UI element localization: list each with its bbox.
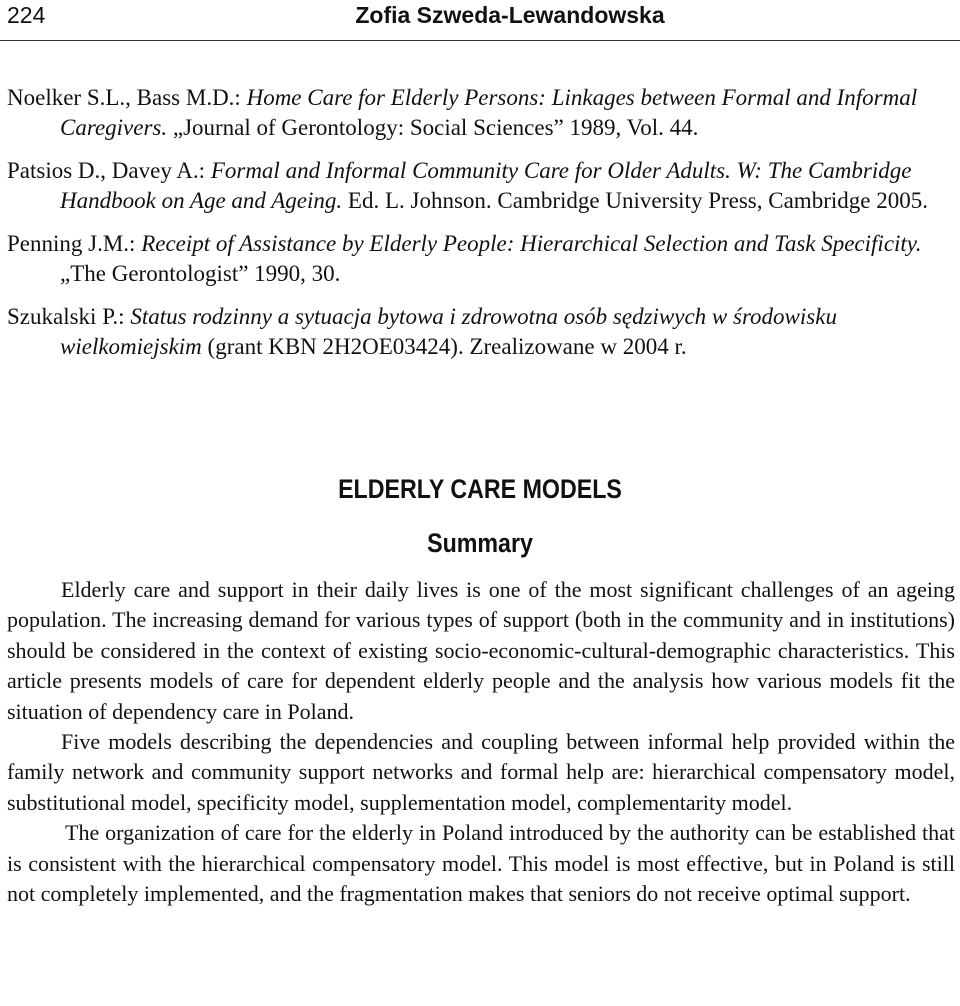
reference-authors: Penning J.M.: — [7, 231, 136, 256]
reference-source: (grant KBN 2H2OE03424). Zrealizowane w 2004 r. — [207, 334, 687, 359]
reference-authors: Patsios D., Davey A.: — [7, 158, 206, 183]
reference-source: „The Gerontologist” 1990, 30. — [60, 261, 341, 286]
reference-source: Ed. L. Johnson. Cambridge University Press, Cambridge 2005. — [347, 188, 928, 213]
summary-paragraph: Elderly care and support in their daily lives is one of the most significant challenges of an ageing population. The increasing demand for various types of support (both in the community and in institutions) should be considered in the context of existing socio-economic-cultural-demographic characteristics. This article presents models of care for dependent elderly people and the analysis how various models fit the situation of dependency care in Poland. — [7, 577, 955, 724]
reference-authors: Noelker S.L., Bass M.D.: — [7, 85, 241, 110]
page-number: 224 — [7, 2, 46, 28]
reference-title: Formal and Informal Community Care for Older Adults. W: The Cambridge Handbook on Age and Ageing. — [60, 158, 912, 213]
reference-title: Home Care for Elderly Persons: Linkages between Formal and Informal Caregivers. — [60, 85, 918, 140]
summary-paragraph: The organization of care for the elderly in Poland introduced by the authority can be established that is consistent with the hierarchical compensatory model. This model is most effective, but in Poland is still not completely implemented, and the fragmentation makes that seniors do not receive optimal support. — [7, 820, 955, 907]
summary-title: ELDERLY CARE MODELS — [338, 474, 622, 504]
summary-subtitle: Summary — [427, 528, 533, 558]
reference-authors: Szukalski P.: — [7, 304, 125, 329]
reference-item — [7, 302, 955, 362]
summary-paragraph: Five models describing the dependencies and coupling between informal help provided within the family network and community support networks and formal help are: hierarchical compensatory model, substitutional model, specificity model, supplementation model, complementarity model. — [7, 729, 955, 815]
running-head-author: Zofia Szweda-Lewandowska — [355, 2, 665, 28]
reference-source: „Journal of Gerontology: Social Sciences” 1989, Vol. 44. — [172, 115, 699, 140]
reference-title: Status rodzinny a sytuacja bytowa i zdrowotna osób sędziwych w środowisku wielkomiejskim — [60, 304, 837, 359]
reference-list — [7, 83, 955, 375]
reference-item — [7, 229, 955, 289]
reference-item — [7, 156, 955, 216]
summary-body — [7, 575, 955, 909]
reference-item — [7, 83, 955, 143]
reference-title: Receipt of Assistance by Elderly People: Hierarchical Selection and Task Specificity. — [141, 231, 922, 256]
page-header — [0, 0, 960, 41]
